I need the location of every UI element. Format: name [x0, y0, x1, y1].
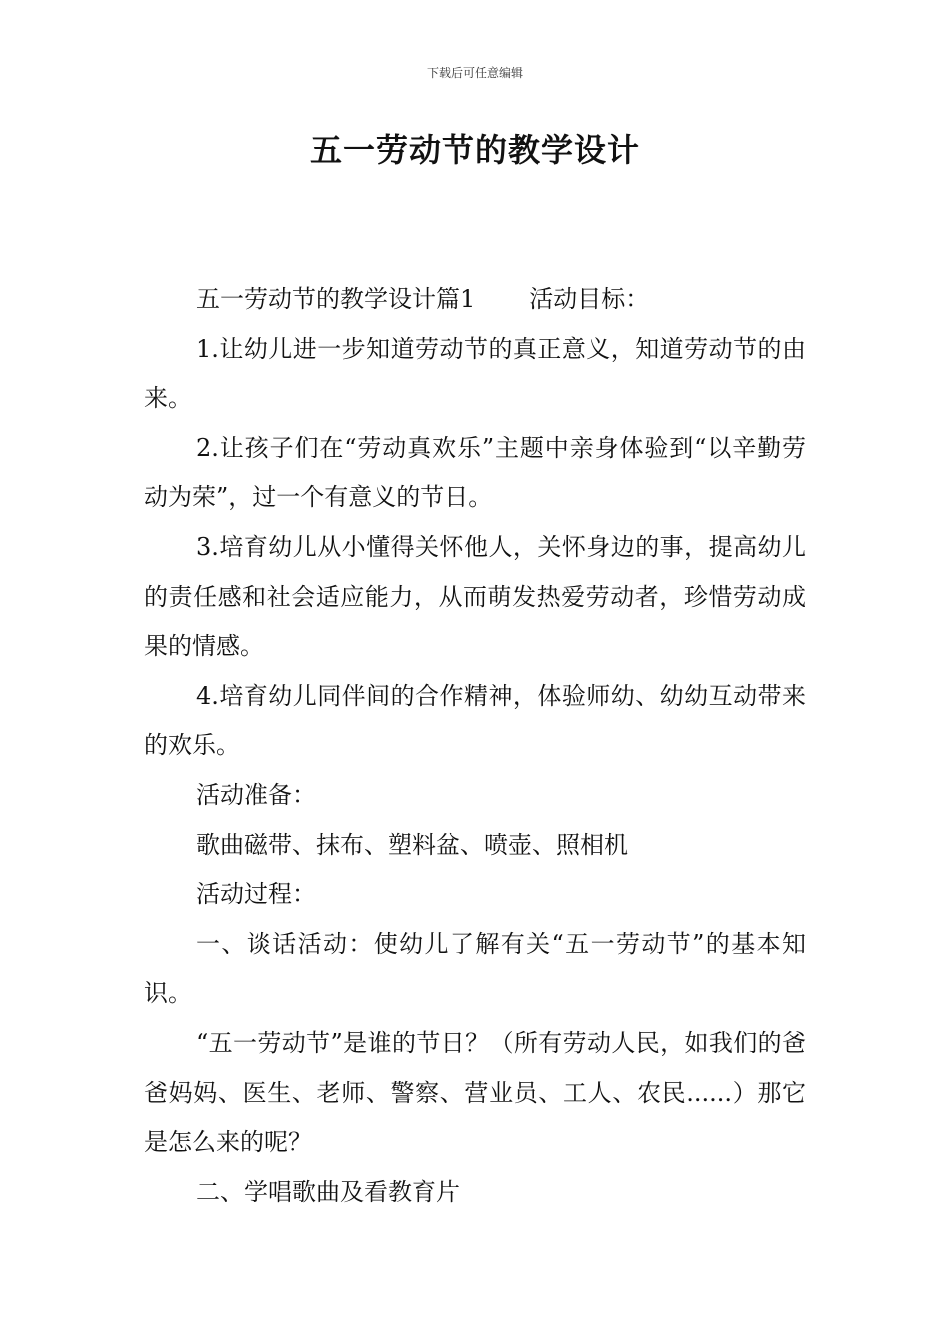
preparation-items: 歌曲磁带、抹布、塑料盆、喷壶、照相机: [196, 830, 628, 859]
paragraph-4: 4.培育幼儿同伴间的合作精神，体验师幼、幼幼互动带来的欢乐。: [144, 681, 806, 760]
intro-heading: 五一劳动节的教学设计篇1: [196, 285, 476, 313]
section-process: 活动过程：: [196, 880, 316, 909]
paragraph-1: 1.让幼儿进一步知道劳动节的真正意义，知道劳动节的由来。: [144, 334, 806, 413]
process-step-1: 一、谈话活动：使幼儿了解有关“五一劳动节”的基本知识。: [144, 929, 806, 1008]
intro-line: [144, 275, 806, 325]
paragraph-3: 3.培育幼儿从小懂得关怀他人，关怀身边的事，提高幼儿的责任感和社会适应能力，从而萌发热爱劳动者，珍惜劳动成果的情感。: [144, 532, 806, 661]
document-body: [144, 275, 806, 1217]
header-note: 下载后可任意编辑: [426, 66, 523, 80]
process-step-2: 二、学唱歌曲及看教育片: [196, 1177, 460, 1206]
process-step-1-detail: “五一劳动节”是谁的节日？（所有劳动人民，如我们的爸爸妈妈、医生、老师、警察、营业员、工人、农民......）那它是怎么来的呢？: [144, 1028, 806, 1157]
paragraph-2: 2.让孩子们在“劳动真欢乐”主题中亲身体验到“以辛勤劳动为荣”，过一个有意义的节日。: [144, 433, 806, 512]
document-title: 五一劳动节的教学设计: [309, 131, 640, 169]
intro-subheading: 活动目标：: [529, 285, 650, 313]
section-preparation: 活动准备：: [196, 780, 316, 809]
